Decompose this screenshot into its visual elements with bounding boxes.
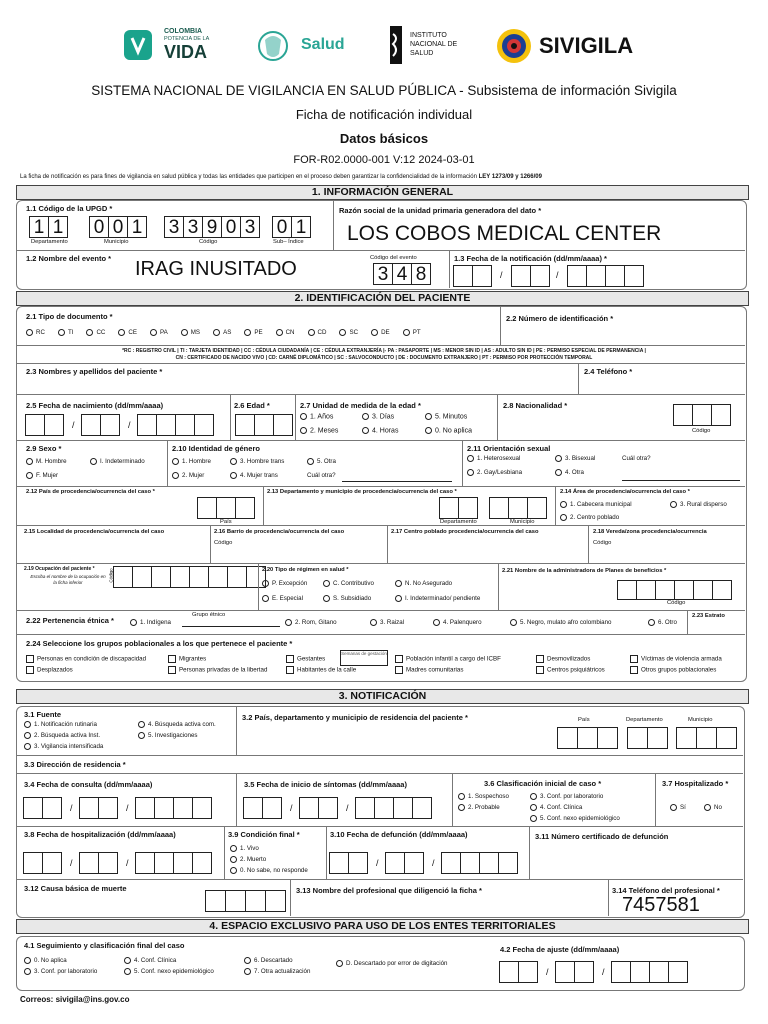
etnica-label: 2.22 Pertenencia étnica * [26,616,114,625]
regimen-label: 2.20 Tipo de régimen en salud * [262,567,349,573]
inicio-mm[interactable] [300,797,338,819]
fecha-hosp-label: 3.8 Fecha de hospitalización (dd/mm/aaaa) [24,830,176,839]
ajuste-label: 4.2 Fecha de ajuste (dd/mm/aaaa) [500,945,620,954]
grupo-madres-comunitarias[interactable]: Madres comunitarias [395,666,463,674]
defuncion-label: 3.10 Fecha de defunción (dd/mm/aaaa) [330,830,468,839]
clasif-opt-3[interactable]: 3. Conf. por laboratorio [530,793,603,800]
vereda-cod-caption: Código [593,540,612,546]
section-3-header: 3. NOTIFICACIÓN [16,689,749,704]
regimen-opt-c[interactable]: C. Contributivo [323,580,374,587]
colombia-vida-logo: COLOMBIA POTENCIA DE LA VIDA [122,28,222,64]
seg-opt-3[interactable]: 3. Conf. por laboratorio [24,968,97,975]
regimen-opt-i[interactable]: I. Indeterminado/ pendiente [395,595,480,602]
genero-cual-otra-line[interactable] [342,481,452,482]
upgd-cod-caption: Código [199,239,218,245]
genero-opt-otra[interactable]: 5. Otra [307,458,336,465]
sexo-opt-m[interactable]: M. Hombre [26,458,67,465]
upgd-cod-boxes[interactable]: 3 3 9 0 3 [165,216,260,238]
estrato-label: 2.23 Estrato [692,613,725,619]
section-datos-basicos: Datos básicos [339,131,429,146]
inicio-aaaa[interactable] [356,797,432,819]
cod-evento-label: Código del evento [370,255,417,261]
certificado-label: 3.11 Número certificado de defunción [535,832,669,841]
tipo-doc-as[interactable]: AS [213,329,231,336]
clasif-opt-4[interactable]: 4. Conf. Clínica [530,804,582,811]
regimen-opt-p[interactable]: P. Excepción [262,580,307,587]
dpto-proc-caption: Departamento [440,519,477,525]
consulta-label: 3.4 Fecha de consulta (dd/mm/aaaa) [24,780,153,789]
unidad-opt-horas[interactable]: 4. Horas [362,427,398,434]
profesional-label: 3.13 Nombre del profesional que diligenció la ficha * [296,886,482,895]
cod-evento-boxes[interactable]: 3 4 8 [374,263,431,285]
ajuste-dd[interactable] [500,961,538,983]
fuente-opt-1[interactable]: 1. Notificación rutinaria [24,721,97,728]
residencia-dpto-boxes[interactable] [628,727,668,749]
upgd-sub-boxes[interactable]: 0 1 [273,216,311,238]
nombres-label: 2.3 Nombres y apellidos del paciente * [26,367,163,376]
fecha-notif-label: 1.3 Fecha de la notificación (dd/mm/aaaa) * [454,254,607,263]
evento-label: 1.2 Nombre del evento * [26,254,112,263]
grupo-gestantes[interactable]: Gestantes [286,655,325,663]
upgd-dep-boxes[interactable]: 1 1 [30,216,68,238]
condicion-label: 3.9 Condición final * [228,830,300,839]
sexo-label: 2.9 Sexo * [26,444,62,453]
upgd-label: 1.1 Código de la UPGD * [26,204,113,213]
pais-proc-label: 2.12 País de procedencia/ocurrencia del caso * [26,489,155,495]
grupo-otros[interactable]: Otros grupos poblacionales [630,666,716,674]
regimen-opt-n[interactable]: N. No Asegurado [395,580,452,587]
regimen-opt-e[interactable]: E. Especial [262,595,303,602]
condicion-opt-nosabe[interactable]: 0. No sabe, no responde [230,867,308,874]
etnica-opt-raizal[interactable]: 3. Raizal [370,619,404,626]
clasif-opt-1[interactable]: 1. Sospechoso [458,793,509,800]
hosp-opt-no[interactable]: No [704,804,722,811]
nacimiento-aaaa[interactable] [138,414,214,436]
residencia-pais-boxes[interactable] [558,727,618,749]
pais-proc-caption: País [220,519,232,525]
etnica-opt-palenquero[interactable]: 4. Palenquero [433,619,482,626]
residencia-pais-caption: País [578,717,590,723]
num-id-label: 2.2 Número de identificación * [506,314,614,323]
hospitalizado-label: 3.7 Hospitalizado * [662,779,729,788]
nacimiento-dd[interactable] [26,414,64,436]
tipo-doc-de[interactable]: DE [371,329,390,336]
ocupacion-label: 2.19 Ocupación del paciente * [24,566,95,572]
grupo-icbf[interactable]: Población infantil a cargo del ICBF [395,655,501,663]
tipo-doc-ms[interactable]: MS [181,329,200,336]
tipo-doc-cn[interactable]: CN [276,329,295,336]
genero-cual-otra-label: Cuál otra? [307,472,336,479]
tipo-doc-pa[interactable]: PA [150,329,168,336]
orientacion-opt-gay[interactable]: 2. Gay/Lesbiana [467,469,522,476]
upgd-sub-caption: Sub– Índice [273,239,304,245]
seg-opt-0[interactable]: 0. No aplica [24,957,67,964]
ocupacion-boxes[interactable] [114,566,266,588]
seg-opt-d[interactable]: D. Descartado por error de digitación [336,960,447,967]
seg-opt-6[interactable]: 6. Descartado [244,957,293,964]
dpto-proc-label: 2.13 Departamento y municipio de procedencia/ocurrencia del caso * [267,489,457,495]
orientacion-cual-otra: Cuál otra? [622,455,651,462]
tipo-doc-label: 2.1 Tipo de documento * [26,312,113,321]
grupo-desmovilizados[interactable]: Desmovilizados [536,655,590,663]
grupo-centros-psiquiatricos[interactable]: Centros psiquiátricos [536,666,605,674]
condicion-opt-vivo[interactable]: 1. Vivo [230,845,259,852]
causa-muerte-label: 3.12 Causa básica de muerte [24,884,127,893]
administradora-cod-caption: Código [667,600,686,606]
edad-boxes[interactable] [236,414,293,436]
unidad-opt-noaplica[interactable]: 0. No aplica [425,427,472,434]
seg-opt-7[interactable]: 7. Otra actualización [244,968,310,975]
orientacion-opt-bi[interactable]: 3. Bisexual [555,455,595,462]
tipo-doc-ce[interactable]: CE [118,329,137,336]
ajuste-aaaa[interactable] [612,961,688,983]
fecha-notif-aaaa[interactable] [568,265,644,287]
tel-profesional-label: 3.14 Teléfono del profesional * [612,886,720,895]
genero-opt-hombre[interactable]: 1. Hombre [172,458,211,465]
defuncion-aaaa[interactable] [442,852,518,874]
seg-opt-5[interactable]: 5. Conf. nexo epidemiológico [124,968,214,975]
razon-social-value[interactable]: LOS COBOS MEDICAL CENTER [347,222,662,245]
fuente-label: 3.1 Fuente [24,710,62,719]
sexo-opt-f[interactable]: F. Mujer [26,472,58,479]
grupo-privadas-libertad[interactable]: Personas privadas de la libertad [168,666,267,674]
fecha-hosp-mm[interactable] [80,852,118,874]
clasificacion-label: 3.6 Clasificación inicial de caso * [484,779,602,788]
pais-proc-boxes[interactable] [198,497,255,519]
clasif-opt-2[interactable]: 2. Probable [458,804,500,811]
unidad-opt-dias[interactable]: 3. Días [362,413,394,420]
grupo-habitantes-calle[interactable]: Habitantes de la calle [286,666,356,674]
doc-legend-1: *RC : REGISTRO CIVIL | TI : TARJETA IDENTIDAD | CC : CÉDULA CIUDADANÍA | CE : CÉDULA EXTRANJERÍA |- PA : PASAPORTE | MS : MENOR SIN ID | AS : ADULTO SIN ID | PE : PERMISO ESPECIAL DE PERMANENCIA | [122,348,646,354]
grupo-discapacidad[interactable]: Personas en condición de discapacidad [26,655,146,663]
upgd-mun-boxes[interactable]: 0 0 1 [90,216,147,238]
seg-opt-4[interactable]: 4. Conf. Clínica [124,957,176,964]
grupo-migrantes[interactable]: Migrantes [168,655,206,663]
section-2-header: 2. IDENTIFICACIÓN DEL PACIENTE [16,291,749,306]
etnica-opt-otro[interactable]: 6. Otro [648,619,677,626]
residencia-mun-boxes[interactable] [677,727,737,749]
direccion-label: 3.3 Dirección de residencia * [24,760,126,769]
nacionalidad-boxes[interactable] [674,404,731,426]
ins-logo: INSTITUTO NACIONAL DE SALUD [388,26,468,66]
orientacion-cual-otra-line[interactable] [622,480,740,481]
administradora-label: 2.21 Nombre de la administradora de Planes de beneficios * [502,568,667,574]
etnica-opt-negro[interactable]: 5. Negro, mulato afro colombiano [510,619,612,626]
fuente-opt-4[interactable]: 4. Búsqueda activa com. [138,721,216,728]
consulta-dd[interactable] [24,797,62,819]
nacionalidad-label: 2.8 Nacionalidad * [503,401,568,410]
nacionalidad-cod-caption: Código [692,428,711,434]
tipo-doc-cc[interactable]: CC [86,329,105,336]
residencia-dpto-caption: Departamento [626,717,663,723]
defuncion-dd[interactable] [330,852,368,874]
sivigila-logo: SIVIGILA [495,27,655,67]
etnica-opt-rom[interactable]: 2. Rom, Gitano [285,619,337,626]
orientacion-label: 2.11 Orientación sexual [467,444,551,453]
dpto-proc-boxes[interactable] [440,497,478,519]
mun-proc-caption: Municipio [510,519,535,525]
semanas-gestacion-box[interactable]: Semanas de gestación [340,650,388,666]
nacimiento-label: 2.5 Fecha de nacimiento (dd/mm/aaaa) [26,401,164,410]
fecha-hosp-aaaa[interactable] [136,852,212,874]
fecha-notif-dd[interactable] [454,265,492,287]
confidentiality-notice: La ficha de notificación es para fines de vigilancia en salud pública y todas las entidades que participen en el proceso deben garantizar la confidencialidad de la información LEY 1273/09 y 1266/09 [20,174,542,180]
tipo-doc-options[interactable] [26,329,421,336]
tipo-doc-pe[interactable]: PE [244,329,262,336]
ajuste-mm[interactable] [556,961,594,983]
telefono-label: 2.4 Teléfono * [584,367,633,376]
administradora-boxes[interactable] [618,580,732,600]
fecha-notif-mm[interactable] [512,265,550,287]
seguimiento-label: 4.1 Seguimiento y clasificación final del caso [24,941,185,950]
tipo-doc-pt[interactable]: PT [403,329,421,336]
tipo-doc-rc[interactable]: RC [26,329,45,336]
fuente-opt-3[interactable]: 3. Vigilancia intensificada [24,743,103,750]
consulta-aaaa[interactable] [136,797,212,819]
salud-logo: Salud [255,26,355,66]
grupo-etnico-caption: Grupo étnico [192,612,226,618]
section-4-header: 4. ESPACIO EXCLUSIVO PARA USO DE LOS ENTES TERRITORIALES [16,919,749,934]
genero-label: 2.10 Identidad de género [172,444,260,453]
consulta-mm[interactable] [80,797,118,819]
unidad-label: 2.7 Unidad de medida de la edad * [300,401,421,410]
inicio-dd[interactable] [244,797,282,819]
orientacion-opt-otra[interactable]: 4. Otra [555,469,584,476]
clasif-opt-5[interactable]: 5. Conf. nexo epidemiológico [530,815,620,822]
grupo-victimas[interactable]: Víctimas de violencia armada [630,655,722,663]
razon-social-label: Razón social de la unidad primaria generadora del dato * [339,206,542,215]
hosp-opt-si[interactable]: Sí [670,804,686,811]
regimen-opt-s[interactable]: S. Subsidiado [323,595,371,602]
section-1-header: 1. INFORMACIÓN GENERAL [16,185,749,200]
area-opt-cabecera[interactable]: 1. Cabecera municipal [560,501,632,508]
unidad-opt-meses[interactable]: 2. Meses [300,427,338,434]
grupo-desplazados[interactable]: Desplazados [26,666,73,674]
vereda-label: 2.18 Vereda/zona procedencia/ocurrencia [593,529,707,535]
barrio-cod-caption: Código [214,540,233,546]
ocupacion-note: Escriba el nombre de la ocupación en la ficha inferior [30,574,106,585]
footer-correos[interactable]: Correos: sivigila@ins.gov.co [20,995,130,1004]
causa-muerte-boxes[interactable] [206,890,286,912]
fuente-opt-5[interactable]: 5. Investigaciones [138,732,198,739]
genero-opt-mujer-trans[interactable]: 4. Mujer trans [230,472,278,479]
doc-legend-2: CN : CERTIFICADO DE NACIDO VIVO | CD: CARNÉ DIPLOMÁTICO | SC : SALVOCONDUCTO | DE : DOCUMENTO EXTRANJERO | PT : PERMISO POR PROTECCIÓN TEMPORAL [175,355,593,361]
fuente-opt-2[interactable]: 2. Búsqueda activa Inst. [24,732,100,739]
grupo-etnico-line[interactable] [182,626,280,627]
ocupacion-cod-caption: Código [108,568,114,583]
tipo-doc-cd[interactable]: CD [308,329,327,336]
tipo-doc-ti[interactable]: TI [58,329,74,336]
upgd-dep-caption: Departamento [31,239,68,245]
area-label: 2.14 Área de procedencia/ocurrencia del caso * [560,489,690,495]
inicio-sintomas-label: 3.5 Fecha de inicio de síntomas (dd/mm/aaaa) [244,780,407,789]
tel-profesional-value[interactable]: 7457581 [622,894,700,916]
genero-opt-hombre-trans[interactable]: 3. Hombre trans [230,458,284,465]
mun-proc-boxes[interactable] [490,497,547,519]
form-subtitle: Ficha de notificación individual [295,107,473,122]
orientacion-opt-hetero[interactable]: 1. Heterosexual [467,455,520,462]
defuncion-mm[interactable] [386,852,424,874]
area-opt-rural[interactable]: 3. Rural disperso [670,501,727,508]
evento-value[interactable]: IRAG INUSITADO [135,258,297,280]
residencia-label: 3.2 País, departamento y municipio de residencia del paciente * [242,713,468,722]
residencia-mun-caption: Municipio [688,717,713,723]
unidad-opt-anos[interactable]: 1. Años [300,413,333,420]
sexo-opt-i[interactable]: I. Indeterminado [90,458,145,465]
grupos-label: 2.24 Seleccione los grupos poblacionales a los que pertenece el paciente * [26,639,293,648]
edad-label: 2.6 Edad * [234,401,270,410]
upgd-mun-caption: Municipio [104,239,129,245]
page-title: SISTEMA NACIONAL DE VIGILANCIA EN SALUD PÚBLICA - Subsistema de información Sivigila [91,83,677,98]
condicion-opt-muerto[interactable]: 2. Muerto [230,856,266,863]
fecha-hosp-dd[interactable] [24,852,62,874]
barrio-label: 2.16 Barrio de procedencia/ocurrencia del caso [214,529,345,535]
genero-opt-mujer[interactable]: 2. Mujer [172,472,204,479]
area-opt-centro[interactable]: 2. Centro poblado [560,514,619,521]
centro-poblado-label: 2.17 Centro poblado procedencia/ocurrencia del caso [391,529,539,535]
tipo-doc-sc[interactable]: SC [339,329,358,336]
etnica-opt-indigena[interactable]: 1. Indígena [130,619,171,626]
form-code: FOR-R02.0000-001 V:12 2024-03-01 [293,154,475,166]
nacimiento-mm[interactable] [82,414,120,436]
localidad-label: 2.15 Localidad de procedencia/ocurrencia del caso [24,529,165,535]
unidad-opt-minutos[interactable]: 5. Minutos [425,413,467,420]
